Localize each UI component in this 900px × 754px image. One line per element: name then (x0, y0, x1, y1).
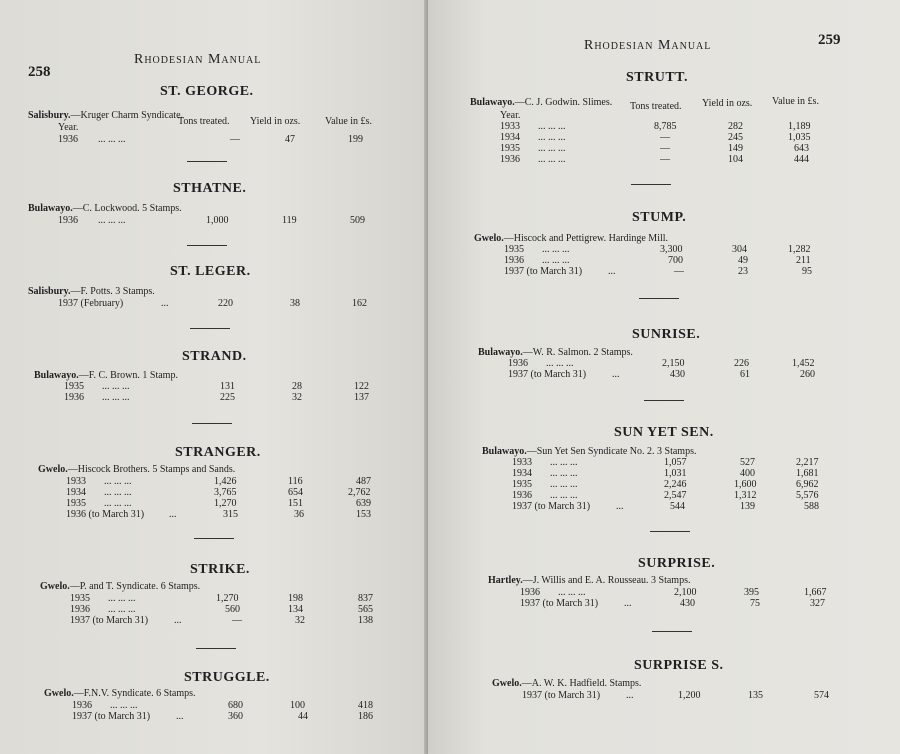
row-value: 1,282 (788, 244, 811, 255)
row-value: 1,452 (792, 358, 815, 369)
row-year: 1935 (66, 498, 86, 509)
left-page (0, 0, 440, 754)
row-dots: ... (161, 298, 169, 309)
owner-line (38, 464, 235, 475)
row-tons: 680 (228, 700, 243, 711)
owner: —Hiscock Brothers. 5 Stamps and Sands. (67, 464, 236, 475)
col-header-yield: Yield in ozs. (250, 116, 301, 127)
row-value: 153 (356, 509, 371, 520)
row-dots: ... ... ... (542, 244, 570, 255)
row-yield: 75 (750, 598, 760, 609)
owner-line (28, 203, 182, 214)
row-tons: 560 (225, 604, 240, 615)
row-yield: 44 (298, 711, 308, 722)
mine-title: SUNRISE. (632, 327, 701, 342)
mine-title: STRANGER. (175, 445, 261, 460)
row-tons: 3,300 (660, 244, 683, 255)
section-divider (631, 184, 671, 185)
row-value: 162 (352, 298, 367, 309)
row-year: 1935 (64, 381, 84, 392)
row-value: 639 (356, 498, 371, 509)
row-tons: 225 (220, 392, 235, 403)
row-dots: ... ... ... (550, 457, 578, 468)
row-year: 1936 (to March 31) (66, 509, 145, 520)
row-year: 1935 (500, 143, 520, 154)
row-yield: 134 (288, 604, 303, 615)
row-tons: 700 (668, 255, 683, 266)
row-year: 1936 (64, 392, 84, 403)
row-dots: ... ... ... (542, 255, 570, 266)
row-dots: ... ... ... (538, 143, 566, 154)
row-tons: — (674, 266, 684, 277)
row-tons: 3,765 (214, 487, 237, 498)
owner-line (40, 581, 200, 592)
owner: —W. R. Salmon. 2 Stamps. (522, 347, 633, 358)
row-year: 1937 (February) (58, 298, 124, 309)
row-dots: ... (608, 266, 616, 277)
row-yield: 135 (748, 690, 763, 701)
row-dots: ... ... ... (546, 358, 574, 369)
row-value: 1,189 (788, 121, 811, 132)
page-number: 259 (818, 32, 841, 48)
row-year: 1937 (to March 31) (508, 369, 587, 380)
row-tons: 2,246 (664, 479, 687, 490)
row-value: 487 (356, 476, 371, 487)
row-value: 509 (350, 215, 365, 226)
page-number: 258 (28, 64, 51, 80)
row-value: 837 (358, 593, 373, 604)
row-yield: 49 (738, 255, 748, 266)
row-dots: ... ... ... (98, 215, 126, 226)
section-divider (639, 298, 679, 299)
row-dots: ... ... ... (102, 392, 130, 403)
owner: —Sun Yet Sen Syndicate No. 2. 3 Stamps. (526, 446, 697, 457)
row-year: 1933 (512, 457, 532, 468)
row-year: 1936 (500, 154, 520, 165)
row-value: 565 (358, 604, 373, 615)
row-tons: 1,270 (214, 498, 237, 509)
row-value: 1,667 (804, 587, 827, 598)
district: Bulawayo. (470, 97, 515, 108)
row-yield: 139 (740, 501, 755, 512)
owner: —C. Lockwood. 5 Stamps. (72, 203, 182, 214)
row-year: 1935 (70, 593, 90, 604)
mine-title: STRAND. (182, 349, 247, 364)
row-yield: 100 (290, 700, 305, 711)
col-header-year: Year. (500, 110, 521, 121)
row-year: 1935 (512, 479, 532, 490)
row-dots: ... ... ... (538, 154, 566, 165)
district: Salisbury. (28, 286, 71, 297)
district: Bulawayo. (34, 370, 79, 381)
mine-title: ST. GEORGE. (160, 84, 254, 99)
owner: —P. and T. Syndicate. 6 Stamps. (69, 581, 201, 592)
col-header-tons: Tons treated. (630, 101, 682, 112)
row-tons: 360 (228, 711, 243, 722)
section-divider (652, 631, 692, 632)
row-dots: ... ... ... (102, 381, 130, 392)
row-yield: 282 (728, 121, 743, 132)
row-tons: 2,150 (662, 358, 685, 369)
district: Gwelo. (474, 233, 504, 244)
row-tons: 315 (223, 509, 238, 520)
owner: —J. Willis and E. A. Rousseau. 3 Stamps. (522, 575, 691, 586)
owner-line (28, 110, 183, 121)
owner-line (488, 575, 690, 586)
row-yield: 119 (282, 215, 297, 226)
row-value: 122 (354, 381, 369, 392)
row-tons: 1,426 (214, 476, 237, 487)
row-year: 1937 (to March 31) (70, 615, 149, 626)
row-value: 1,035 (788, 132, 811, 143)
row-value: 186 (358, 711, 373, 722)
district: Gwelo. (492, 678, 522, 689)
owner: —F.N.V. Syndicate. 6 Stamps. (73, 688, 196, 699)
row-year: 1935 (504, 244, 524, 255)
row-tons: — (660, 143, 670, 154)
section-divider (187, 161, 227, 162)
section-divider (644, 400, 684, 401)
col-header-value: Value in £s. (772, 96, 819, 107)
row-value: 138 (358, 615, 373, 626)
row-yield: 527 (740, 457, 755, 468)
mine-title: STHATNE. (173, 181, 247, 196)
col-header-yield: Yield in ozs. (702, 98, 753, 109)
row-yield: 104 (728, 154, 743, 165)
district: Gwelo. (40, 581, 70, 592)
row-year: 1936 (504, 255, 524, 266)
row-tons: 2,100 (674, 587, 697, 598)
row-value: 327 (810, 598, 825, 609)
row-value: 643 (794, 143, 809, 154)
row-tons: 1,057 (664, 457, 687, 468)
row-tons: 1,000 (206, 215, 229, 226)
owner: —F. C. Brown. 1 Stamp. (78, 370, 178, 381)
row-year: 1937 (to March 31) (72, 711, 151, 722)
district: Hartley. (488, 575, 523, 586)
row-tons: 8,785 (654, 121, 677, 132)
row-value: 5,576 (796, 490, 819, 501)
row-dots: ... ... ... (110, 700, 138, 711)
row-tons: 1,031 (664, 468, 687, 479)
row-dots: ... ... ... (108, 593, 136, 604)
col-header-year: Year. (58, 122, 79, 133)
row-dots: ... ... ... (550, 479, 578, 490)
row-tons: 430 (670, 369, 685, 380)
row-dots: ... (612, 369, 620, 380)
owner-line (44, 688, 196, 699)
row-tons: 544 (670, 501, 685, 512)
row-year: 1937 (to March 31) (522, 690, 601, 701)
row-year: 1933 (500, 121, 520, 132)
row-tons: 2,547 (664, 490, 687, 501)
district: Gwelo. (44, 688, 74, 699)
district: Bulawayo. (482, 446, 527, 457)
row-dots: ... (616, 501, 624, 512)
owner: —C. J. Godwin. Slimes. (514, 97, 613, 108)
row-year: 1934 (66, 487, 86, 498)
running-head: Rhodesian Manual (584, 38, 712, 53)
row-yield: 32 (295, 615, 305, 626)
col-header-value: Value in £s. (325, 116, 372, 127)
row-yield: 226 (734, 358, 749, 369)
row-tons: 131 (220, 381, 235, 392)
row-value: 260 (800, 369, 815, 380)
row-yield: 47 (285, 134, 295, 145)
section-divider (196, 648, 236, 649)
district: Gwelo. (38, 464, 68, 475)
row-yield: 400 (740, 468, 755, 479)
row-year: 1936 (72, 700, 92, 711)
section-divider (187, 245, 227, 246)
row-dots: ... ... ... (550, 468, 578, 479)
row-yield: 28 (292, 381, 302, 392)
owner: —F. Potts. 3 Stamps. (70, 286, 155, 297)
row-tons: — (230, 134, 240, 145)
row-dots: ... ... ... (538, 132, 566, 143)
mine-title: STRUGGLE. (184, 670, 270, 685)
row-yield: 38 (290, 298, 300, 309)
owner-line (478, 347, 633, 358)
row-dots: ... ... ... (104, 498, 132, 509)
row-dots: ... ... ... (538, 121, 566, 132)
row-value: 6,962 (796, 479, 819, 490)
row-value: 444 (794, 154, 809, 165)
owner: —Hiscock and Pettigrew. Hardinge Mill. (503, 233, 669, 244)
row-year: 1934 (500, 132, 520, 143)
running-head: Rhodesian Manual (134, 52, 262, 67)
mine-title: ST. LEGER. (170, 264, 251, 279)
owner-line (474, 233, 668, 244)
owner-line (470, 97, 612, 108)
row-value: 199 (348, 134, 363, 145)
row-dots: ... ... ... (98, 134, 126, 145)
col-header-tons: Tons treated. (178, 116, 230, 127)
row-yield: 654 (288, 487, 303, 498)
row-dots: ... ... ... (550, 490, 578, 501)
row-year: 1934 (512, 468, 532, 479)
district: Salisbury. (28, 110, 71, 121)
section-divider (194, 538, 234, 539)
row-yield: 32 (292, 392, 302, 403)
section-divider (650, 531, 690, 532)
row-year: 1936 (58, 215, 78, 226)
row-dots: ... ... ... (104, 487, 132, 498)
row-yield: 36 (294, 509, 304, 520)
row-dots: ... (176, 711, 184, 722)
row-tons: 1,270 (216, 593, 239, 604)
row-dots: ... (624, 598, 632, 609)
row-dots: ... ... ... (558, 587, 586, 598)
owner: —Kruger Charm Syndicate. (70, 110, 184, 121)
row-year: 1936 (520, 587, 540, 598)
mine-title: STUMP. (632, 210, 687, 225)
mine-title: SURPRISE. (638, 556, 716, 571)
row-dots: ... (174, 615, 182, 626)
owner-line (492, 678, 641, 689)
row-tons: 1,200 (678, 690, 701, 701)
row-tons: 430 (680, 598, 695, 609)
mine-title: STRUTT. (626, 70, 688, 85)
row-yield: 61 (740, 369, 750, 380)
row-yield: 1,312 (734, 490, 757, 501)
district: Bulawayo. (28, 203, 73, 214)
row-yield: 151 (288, 498, 303, 509)
mine-title: STRIKE. (190, 562, 250, 577)
row-yield: 198 (288, 593, 303, 604)
row-value: 2,762 (348, 487, 371, 498)
row-tons: — (660, 154, 670, 165)
mine-title: SURPRISE S. (634, 658, 724, 673)
row-yield: 395 (744, 587, 759, 598)
row-value: 2,217 (796, 457, 819, 468)
row-value: 137 (354, 392, 369, 403)
row-value: 418 (358, 700, 373, 711)
row-year: 1937 (to March 31) (512, 501, 591, 512)
row-yield: 116 (288, 476, 303, 487)
owner: —A. W. K. Hadfield. Stamps. (521, 678, 642, 689)
right-page (428, 0, 900, 754)
row-yield: 23 (738, 266, 748, 277)
row-year: 1936 (58, 134, 78, 145)
row-value: 588 (804, 501, 819, 512)
section-divider (190, 328, 230, 329)
row-tons: — (232, 615, 242, 626)
row-tons: 220 (218, 298, 233, 309)
row-year: 1937 (to March 31) (504, 266, 583, 277)
owner-line (28, 286, 155, 297)
row-year: 1936 (512, 490, 532, 501)
row-value: 574 (814, 690, 829, 701)
row-yield: 245 (728, 132, 743, 143)
mine-title: SUN YET SEN. (614, 425, 714, 440)
row-dots: ... (169, 509, 177, 520)
row-dots: ... ... ... (104, 476, 132, 487)
row-value: 211 (796, 255, 811, 266)
row-dots: ... ... ... (108, 604, 136, 615)
owner-line (34, 370, 178, 381)
row-year: 1937 (to March 31) (520, 598, 599, 609)
owner-line (482, 446, 696, 457)
row-yield: 149 (728, 143, 743, 154)
row-year: 1936 (508, 358, 528, 369)
row-year: 1933 (66, 476, 86, 487)
row-yield: 304 (732, 244, 747, 255)
row-dots: ... (626, 690, 634, 701)
row-tons: — (660, 132, 670, 143)
row-yield: 1,600 (734, 479, 757, 490)
row-year: 1936 (70, 604, 90, 615)
section-divider (192, 423, 232, 424)
row-value: 95 (802, 266, 812, 277)
district: Bulawayo. (478, 347, 523, 358)
row-value: 1,681 (796, 468, 819, 479)
